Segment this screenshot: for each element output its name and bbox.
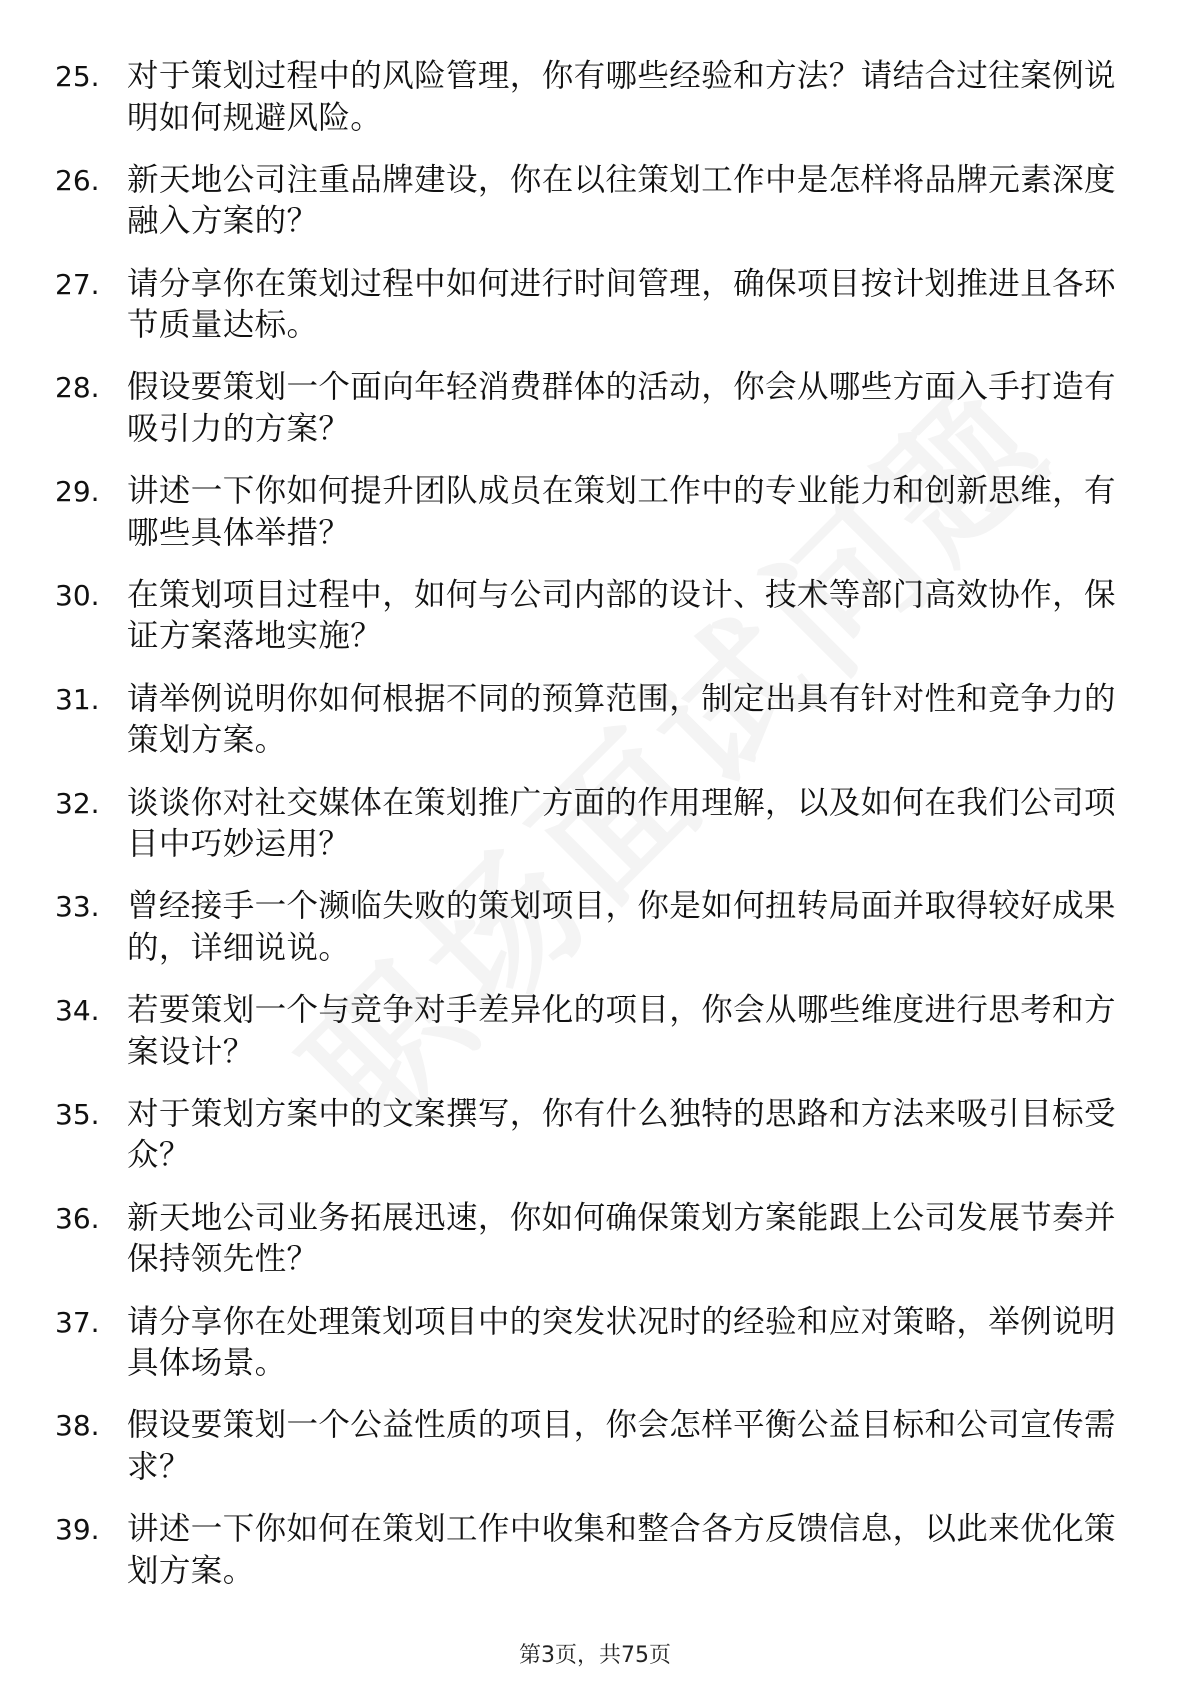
question-item — [55, 575, 1120, 658]
question-number: 34. — [55, 994, 100, 1028]
question-text: 新天地公司注重品牌建设，你在以往策划工作中是怎样将品牌元素深度融入方案的？ — [127, 161, 1116, 240]
question-item — [55, 1509, 1120, 1592]
question-item — [55, 367, 1120, 450]
question-item — [55, 1094, 1120, 1177]
question-text: 讲述一下你如何在策划工作中收集和整合各方反馈信息，以此来优化策划方案。 — [127, 1511, 1116, 1589]
question-item — [55, 160, 1120, 243]
question-number: 36. — [55, 1201, 100, 1235]
question-text: 若要策划一个与竞争对手差异化的项目，你会从哪些维度进行思考和方案设计？ — [127, 992, 1116, 1070]
question-text: 对于策划过程中的风险管理，你有哪些经验和方法？请结合过往案例说明如何规避风险。 — [127, 58, 1116, 136]
question-item — [55, 1198, 1120, 1281]
question-item — [55, 990, 1120, 1073]
question-number: 39. — [55, 1513, 100, 1547]
question-number: 33. — [55, 890, 100, 924]
question-item — [55, 1302, 1120, 1385]
question-number: 38. — [55, 1409, 100, 1443]
question-number: 26. — [55, 163, 100, 197]
question-number: 25. — [55, 60, 100, 93]
question-number: 31. — [55, 682, 100, 716]
question-text: 请举例说明你如何根据不同的预算范围，制定出具有针对性和竞争力的策划方案。 — [127, 680, 1116, 759]
question-text: 谈谈你对社交媒体在策划推广方面的作用理解，以及如何在我们公司项目中巧妙运用？ — [127, 784, 1116, 863]
page-number-footer: 第3页，共75页 — [519, 1643, 671, 1668]
question-item — [55, 471, 1120, 554]
question-number: 35. — [55, 1097, 100, 1131]
question-item — [55, 679, 1120, 762]
question-number: 27. — [55, 267, 100, 301]
question-text: 新天地公司业务拓展迅速，你如何确保策划方案能跟上公司发展节奏并保持领先性？ — [127, 1199, 1116, 1278]
question-text: 在策划项目过程中，如何与公司内部的设计、技术等部门高效协作，保证方案落地实施？ — [127, 576, 1116, 655]
question-item — [55, 783, 1120, 866]
question-text: 讲述一下你如何提升团队成员在策划工作中的专业能力和创新思维，有哪些具体举措？ — [127, 473, 1116, 551]
question-number: 32. — [55, 786, 100, 820]
question-text: 请分享你在策划过程中如何进行时间管理，确保项目按计划推进且各环节质量达标。 — [127, 265, 1116, 344]
question-number: 37. — [55, 1305, 100, 1339]
question-text: 曾经接手一个濒临失败的策划项目，你是如何扭转局面并取得较好成果的，详细说说。 — [127, 888, 1116, 966]
question-text: 假设要策划一个公益性质的项目，你会怎样平衡公益目标和公司宣传需求？ — [127, 1407, 1116, 1485]
question-item — [55, 886, 1120, 969]
question-list — [55, 56, 1120, 1613]
question-text: 假设要策划一个面向年轻消费群体的活动，你会从哪些方面入手打造有吸引力的方案？ — [127, 369, 1116, 447]
question-item — [55, 264, 1120, 347]
question-text: 请分享你在处理策划项目中的突发状况时的经验和应对策略，举例说明具体场景。 — [127, 1303, 1116, 1382]
question-item — [55, 56, 1120, 139]
question-item — [55, 1405, 1120, 1488]
question-number: 28. — [55, 371, 100, 405]
question-number: 29. — [55, 475, 100, 509]
question-text: 对于策划方案中的文案撰写，你有什么独特的思路和方法来吸引目标受众？ — [127, 1095, 1116, 1174]
question-number: 30. — [55, 578, 100, 612]
